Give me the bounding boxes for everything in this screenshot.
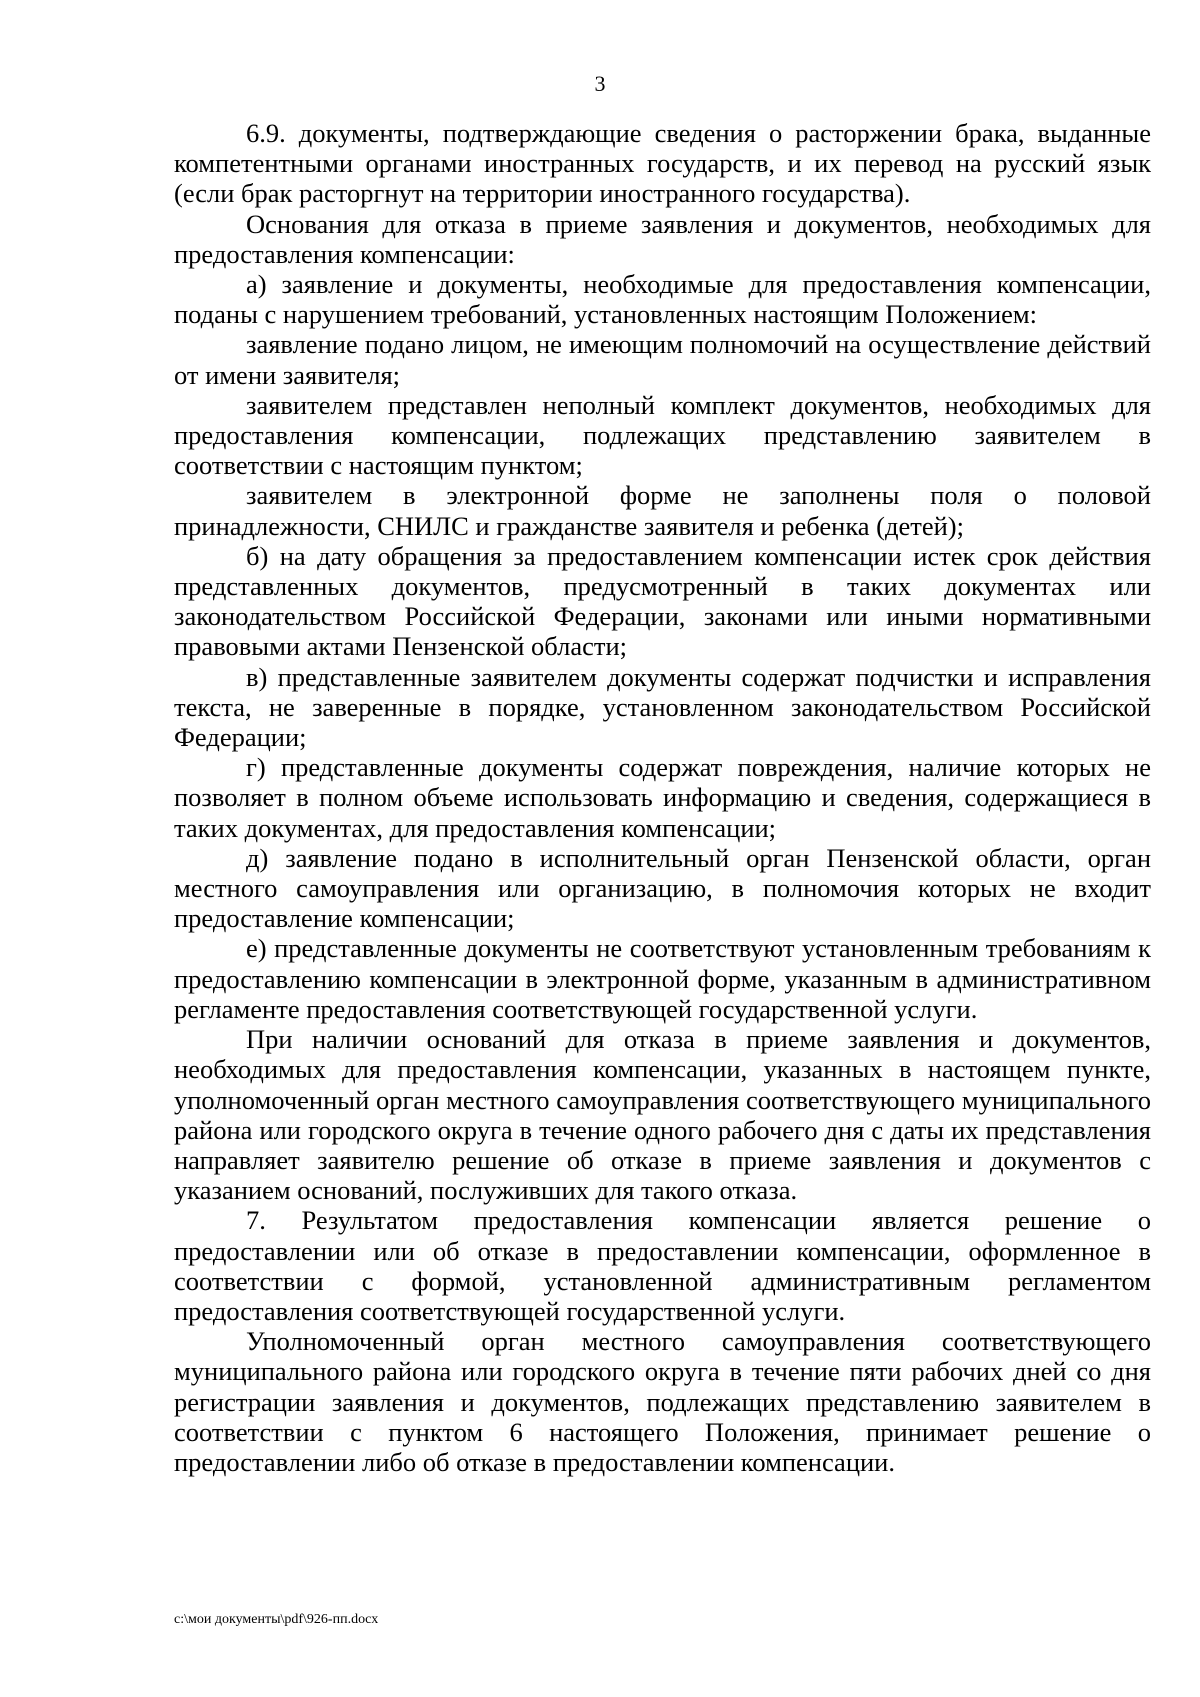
paragraph-7: 7. Результатом предоставления компенсации является решение о предоставлении или об отказе в предоставлении компенсации, оформленное в соответствии с формой, установленной административным регламентом предоставления соответствующей государственной услуги.	[174, 1205, 1151, 1326]
paragraph-item-a-sub-1: заявление подано лицом, не имеющим полномочий на осуществление действий от имени заявителя;	[174, 329, 1151, 390]
footer-file-path: c:\мои документы\pdf\926-пп.docx	[174, 1612, 379, 1627]
paragraph-decision-timeline: Уполномоченный орган местного самоуправления соответствующего муниципального района или городского округа в течение пяти рабочих дней со дня регистрации заявления и документов, подлежащих представлению заявителем в соответствии с пунктом 6 настоящего Положения, принимает решение о предоставлении либо об отказе в предоставлении компенсации.	[174, 1326, 1151, 1477]
paragraph-item-b: б) на дату обращения за предоставлением компенсации истек срок действия представленных документов, предусмотренный в таких документах или законодательством Российской Федерации, законами или иными нормативными правовыми актами Пензенской области;	[174, 540, 1151, 662]
paragraph-item-d: д) заявление подано в исполнительный орган Пензенской области, орган местного самоуправления или организацию, в полномочия которых не входит предоставление компенсации;	[174, 842, 1151, 934]
paragraph-6-9: 6.9. документы, подтверждающие сведения о расторжении брака, выданные компетентными органами иностранных государств, и их перевод на русский язык (если брак расторгнут на территории иностранного государства).	[174, 118, 1151, 209]
paragraph-item-v: в) представленные заявителем документы содержат подчистки и исправления текста, не заверенные в порядке, установленном законодательством Российской Федерации;	[174, 661, 1151, 753]
paragraph-item-a: а) заявление и документы, необходимые для предоставления компенсации, поданы с нарушением требований, установленных настоящим Положением:	[174, 269, 1151, 330]
paragraph-item-a-sub-3: заявителем в электронной форме не заполнены поля о половой принадлежности, СНИЛС и гражданстве заявителя и ребенка (детей);	[174, 480, 1151, 541]
paragraph-refusal-procedure: При наличии оснований для отказа в приеме заявления и документов, необходимых для предоставления компенсации, указанных в настоящем пункте, уполномоченный орган местного самоуправления соответствующего муниципального района или городского округа в течение одного рабочего дня с даты их представления направляет заявителю решение об отказе в приеме заявления и документов с указанием оснований, послуживших для такого отказа.	[174, 1024, 1151, 1206]
page-number: 3	[594, 71, 606, 96]
paragraph-item-g: г) представленные документы содержат повреждения, наличие которых не позволяет в полном объеме использовать информацию и сведения, содержащиеся в таких документах, для предоставления компенсации;	[174, 752, 1151, 843]
paragraph-refusal-grounds-intro: Основания для отказа в приеме заявления и документов, необходимых для предоставления компенсации:	[174, 208, 1151, 269]
paragraph-item-e: е) представленные документы не соответствуют установленным требованиям к предоставлению компенсации в электронной форме, указанным в административном регламенте предоставления соответствующей государственной услуги.	[174, 933, 1151, 1024]
document-body	[174, 118, 1151, 1477]
paragraph-item-a-sub-2: заявителем представлен неполный комплект документов, необходимых для предоставления компенсации, подлежащих представлению заявителем в соответствии с настоящим пунктом;	[174, 389, 1151, 481]
